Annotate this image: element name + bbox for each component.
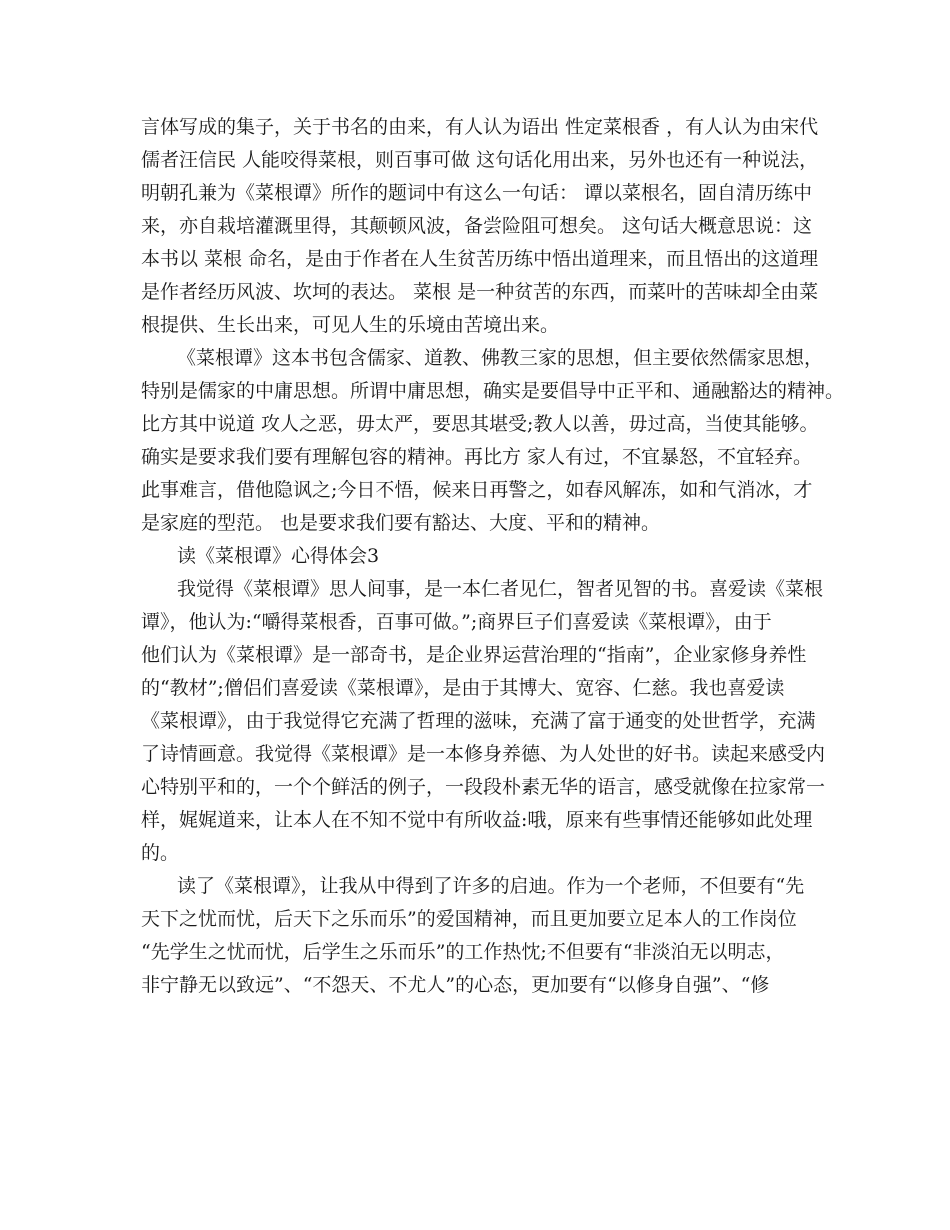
text-line: 样，娓娓道来，让本人在不知不觉中有所收益:哦，原来有些事情还能够如此处理 xyxy=(141,809,813,831)
text-line: 《菜根谭》，由于我觉得它充满了哲理的滋味，充满了富于通变的处世哲学，充满 xyxy=(141,710,816,732)
text-line: 是家庭的型范。 也是要求我们要有豁达、大度、平和的精神。 xyxy=(141,512,661,534)
text-line: 非宁静无以致远”、“不怨天、不尤人”的心态，更加要有“以修身自强”、“修 xyxy=(141,974,770,996)
paragraph-start-line: 读了《菜根谭》，让我从中得到了许多的启迪。作为一个老师，不但要有“先 xyxy=(177,875,805,897)
text-line: 特别是儒家的中庸思想。所谓中庸思想，确实是要倡导中正平和、通融豁达的精神。 xyxy=(141,380,845,402)
text-line: 明朝孔兼为《菜根谭》所作的题词中有这么一句话： 谭以菜根名，固自清历练中 xyxy=(141,182,813,204)
text-line: 确实是要求我们要有理解包容的精神。再比方 家人有过，不宜暴怒，不宜轻弃。 xyxy=(141,446,813,468)
text-line: 谭》，他认为:“嚼得菜根香，百事可做。”;商界巨子们喜爱读《菜根谭》，由于 xyxy=(141,611,772,633)
paragraph-start-line: 《菜根谭》这本书包含儒家、道教、佛教三家的思想，但主要依然儒家思想， xyxy=(177,347,824,369)
text-line: 天下之忧而忧，后天下之乐而乐”的爱国精神，而且更加要立足本人的工作岗位 xyxy=(141,908,797,930)
text-line: “先学生之忧而忧，后学生之乐而乐”的工作热忱;不但要有“非淡泊无以明志， xyxy=(141,941,785,963)
text-line: 本书以 菜根 命名，是由于作者在人生贫苦历练中悟出道理来，而且悟出的这道理 xyxy=(141,248,819,270)
text-line: 比方其中说道 攻人之恶，毋太严，要思其堪受;教人以善，毋过高，当使其能够。 xyxy=(141,413,819,435)
text-line: 根提供、生长出来，可见人生的乐境由苦境出来。 xyxy=(141,314,560,336)
text-line: 来，亦自栽培灌溉里得，其颠顿风波，备尝险阻可想矣。 这句话大概意思说：这 xyxy=(141,215,813,237)
section-heading: 读《菜根谭》心得体会3 xyxy=(177,545,380,567)
text-line: 他们认为《菜根谭》是一部奇书，是企业界运营治理的“指南”，企业家修身养性 xyxy=(141,644,807,666)
text-line: 的。 xyxy=(141,842,180,864)
document-body xyxy=(141,111,845,1002)
text-line: 儒者汪信民 人能咬得菜根，则百事可做 这句话化用出来，另外也还有一种说法， xyxy=(141,149,819,171)
text-line: 了诗情画意。我觉得《菜根谭》是一本修身养德、为人处世的好书。读起来感受内 xyxy=(141,743,826,765)
paragraph-start-line: 我觉得《菜根谭》思人间事，是一本仁者见仁，智者见智的书。喜爱读《菜根 xyxy=(177,578,824,600)
text-line: 言体写成的集子，关于书名的由来，有人认为语出 性定菜根香 ，有人认为由宋代 xyxy=(141,116,819,138)
text-line: 此事难言，借他隐讽之;今日不悟，候来日再警之，如春风解冻，如和气消冰，才 xyxy=(141,479,813,501)
text-line: 是作者经历风波、坎坷的表达。 菜根 是一种贫苦的东西，而菜叶的苦味却全由菜 xyxy=(141,281,819,303)
text-line: 的“教材”;僧侣们喜爱读《菜根谭》，是由于其博大、宽容、仁慈。我也喜爱读 xyxy=(141,677,785,699)
text-line: 心特别平和的，一个个鲜活的例子，一段段朴素无华的语言，感受就像在拉家常一 xyxy=(141,776,826,798)
